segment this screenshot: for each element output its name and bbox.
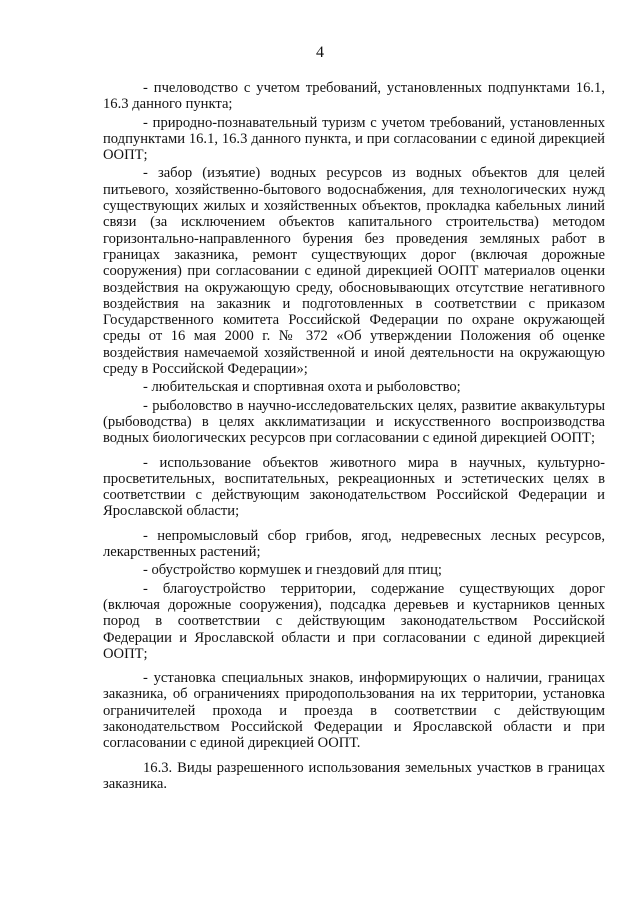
paragraph-water-intake: - забор (изъятие) водных ресурсов из водных объектов для целей питьевого, хозяйственно-бытового водоснабжения, для технологических нужд существующих жилых и хозяйственных объектов, прокладка кабельных линий связи (за исключением объектов капитального строительства) методом горизонтально-направленного бурения без проведения земляных работ в границах заказника, ремонт существующих дорог (включая дорожные сооружения) при согласовании с единой дирекцией ООПТ материалов оценки воздействия на окружающую среду, обосновывающих отсутствие негативного воздействия на заказник и подготовленных в соответствии с приказом Государственного комитета Российской Федерации по охране окружающей среды от 16 мая 2000 г. № 372 «Об утверждении Положения об оценке воздействия намечаемой хозяйственной и иной деятельности на окружающую среду в Российской Федерации»; — [103, 165, 605, 378]
paragraph-signs: - установка специальных знаков, информирующих о наличии, границах заказника, об ограничениях природопользования на их территории, установка ограничителей прохода и проезда в соответствии с действующим законодательством Российской Федерации и Ярославской области и при согласовании с единой дирекцией ООПТ. — [103, 670, 605, 752]
document-body — [103, 80, 605, 796]
page-number: 4 — [316, 44, 324, 61]
paragraph-landscaping: - благоустройство территории, содержание существующих дорог (включая дорожные сооружения), подсадка деревьев и кустарников ценных пород в соответствии с действующим законодательством Российской Федерации и Ярославской области и при согласовании с единой дирекцией ООПТ; — [103, 580, 605, 662]
paragraph-hunting-fishing: - любительская и спортивная охота и рыболовство; — [143, 379, 461, 396]
paragraph-gathering: - непромысловый сбор грибов, ягод, недревесных лесных ресурсов, лекарственных растений; — [103, 527, 605, 561]
paragraph-beekeeping: - пчеловодство с учетом требований, установленных подпунктами 16.1, 16.3 данного пункта; — [103, 80, 605, 113]
paragraph-bird-feeders: - обустройство кормушек и гнездовий для птиц; — [143, 562, 442, 579]
section-heading-16-3: 16.3. Виды разрешенного использования земельных участков в границах заказника. — [103, 759, 605, 792]
paragraph-wildlife-use: - использование объектов животного мира в научных, культурно-просветительных, воспитательных, рекреационных и эстетических целях в соответствии с действующим законодательством Российской Федерации и Ярославской области; — [103, 454, 605, 520]
paragraph-tourism: - природно-познавательный туризм с учетом требований, установленных подпунктами 16.1, 16.3 данного пункта, и при согласовании с единой дирекцией ООПТ; — [103, 114, 605, 164]
paragraph-research-fishing: - рыболовство в научно-исследовательских целях, развитие аквакультуры (рыбоводства) в целях акклиматизации и искусственного воспроизводства водных биологических ресурсов при согласовании с единой дирекцией ООПТ; — [103, 397, 605, 447]
